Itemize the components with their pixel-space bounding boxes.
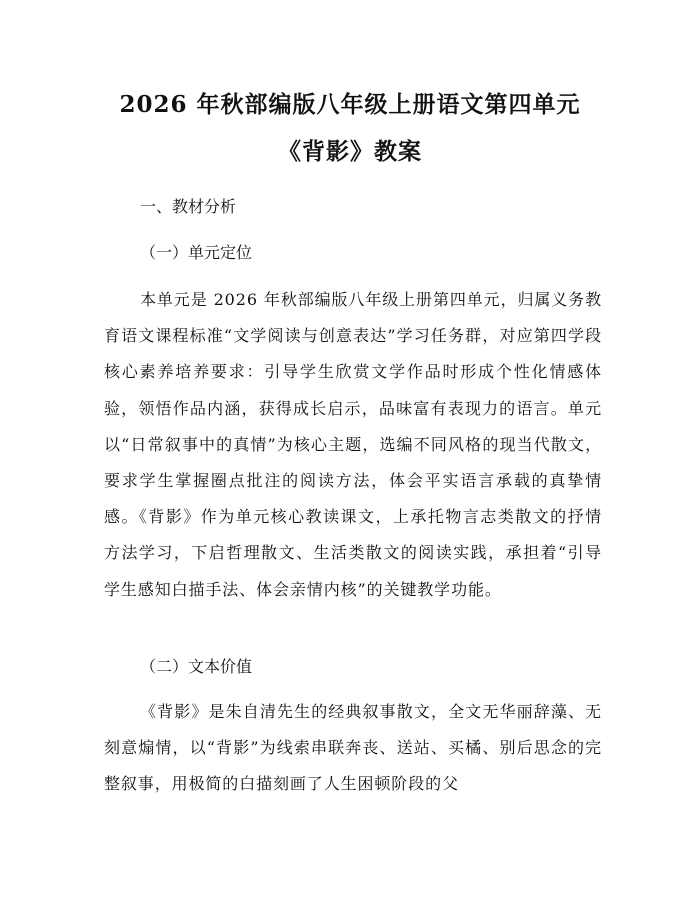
paragraph-unit-positioning: 本单元是 2026 年秋部编版八年级上册第四单元，归属义务教育语文课程标准“文学阅读与创意表达”学习任务群，对应第四学段核心素养培养要求：引导学生欣赏文学作品时形成个性化情感体验，领悟作品内涵，获得成长启示，品味富有表现力的语言。单元以“日常叙事中的真情”为核心主题，选编不同风格的现当代散文，要求学生掌握圈点批注的阅读方法，体会平实语言承载的真挚情感。《背影》作为单元核心教读课文，上承托物言志类散文的抒情方法学习，下启哲理散文、生活类散文的阅读实践，承担着“引导学生感知白描手法、体会亲情内核”的关键教学功能。 <box>104 290 602 599</box>
document-title-line-1: 2026 年秋部编版八年级上册语文第四单元 <box>119 91 581 118</box>
paragraph-text-value: 《背影》是朱自清先生的经典叙事散文，全文无华丽辞藻、无刻意煽情，以“背影”为线索串联奔丧、送站、买橘、别后思念的完整叙事，用极简的白描刻画了人生困顿阶段的父 <box>104 702 602 794</box>
subsection-heading-unit-positioning: （一）单元定位 <box>140 243 253 262</box>
document-title-line-2: 《背影》教案 <box>278 138 422 165</box>
subsection-heading-text-value: （二）文本价值 <box>140 657 253 676</box>
section-heading-teaching-material-analysis: 一、教材分析 <box>140 197 237 216</box>
